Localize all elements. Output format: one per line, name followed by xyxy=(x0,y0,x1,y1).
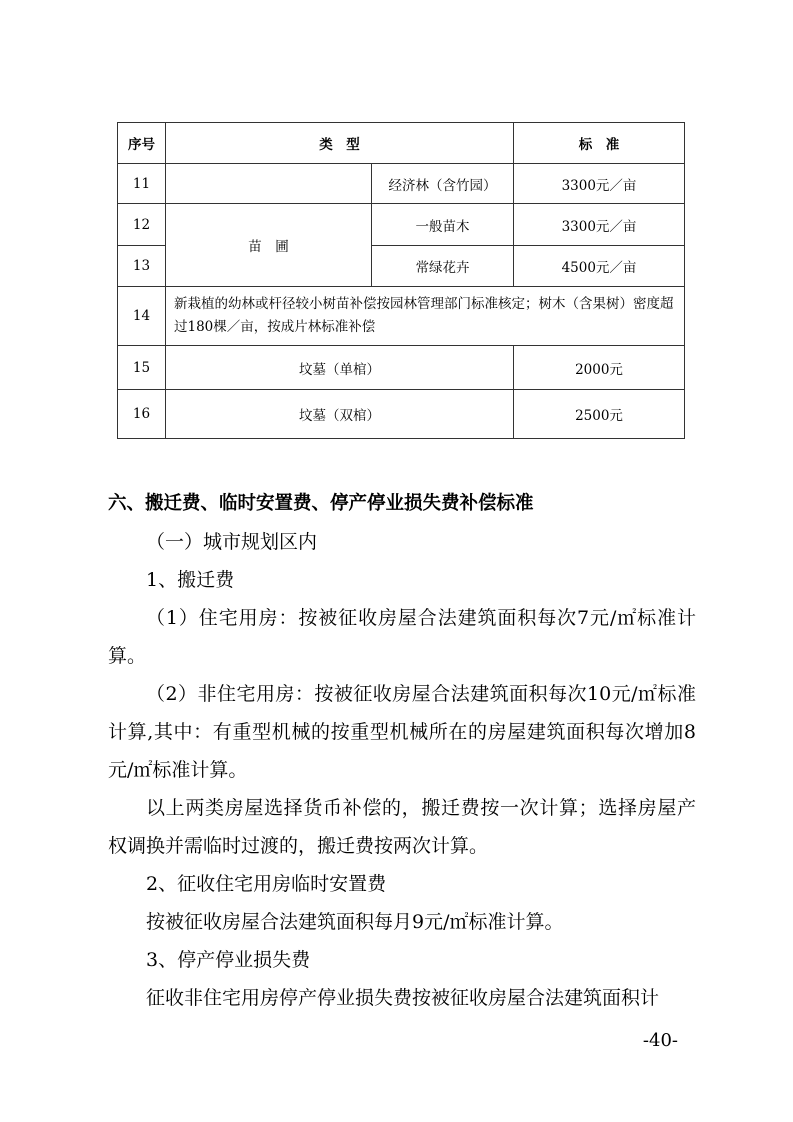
row-standard: 3300元／亩 xyxy=(514,164,685,204)
paragraph-non-residential: （2）非住宅用房：按被征收房屋合法建筑面积每次10元/㎡标准计算,其中：有重型机械的按重型机械所在的房屋建筑面积每次增加8元/㎡标准计算。 xyxy=(108,683,696,781)
row-standard: 2500元 xyxy=(514,390,685,439)
table-row xyxy=(118,390,685,439)
table-row xyxy=(118,346,685,390)
section-heading: 六、搬迁费、临时安置费、停产停业损失费补偿标准 xyxy=(108,493,534,514)
header-serial: 序号 xyxy=(118,123,166,164)
table-row xyxy=(118,204,685,246)
paragraph-calculation-note: 以上两类房屋选择货币补偿的，搬迁费按一次计算；选择房屋产权调换并需临时过渡的，搬迁费按两次计算。 xyxy=(108,797,696,857)
header-type: 类 型 xyxy=(166,123,514,164)
row-serial: 13 xyxy=(118,246,166,287)
row-serial: 14 xyxy=(118,287,166,346)
row-subtype: 一般苗木 xyxy=(372,204,514,246)
row-serial: 12 xyxy=(118,204,166,246)
row-category-empty xyxy=(166,164,372,204)
table-row xyxy=(118,164,685,204)
row-type: 坟墓（双棺） xyxy=(166,390,514,439)
page-number: -40- xyxy=(642,1030,678,1051)
table-row xyxy=(118,287,685,346)
paragraph-loss: 征收非住宅用房停产停业损失费按被征收房屋合法建筑面积计 xyxy=(146,987,660,1009)
row-category: 苗 圃 xyxy=(166,204,372,287)
item-title-loss: 3、停产停业损失费 xyxy=(146,949,311,971)
row-standard: 4500元／亩 xyxy=(514,246,685,287)
paragraph-temporary: 按被征收房屋合法建筑面积每月9元/㎡标准计算。 xyxy=(146,911,564,933)
row-serial: 15 xyxy=(118,346,166,390)
item-title-relocation: 1、搬迁费 xyxy=(146,569,235,591)
row-note: 新栽植的幼林或杆径较小树苗补偿按园林管理部门标准核定；树木（含果树）密度超过180棵／亩，按成片林标准补偿 xyxy=(166,287,685,346)
row-serial: 11 xyxy=(118,164,166,204)
table-header-row xyxy=(118,123,685,164)
subsection-title: （一）城市规划区内 xyxy=(146,531,318,553)
header-standard: 标 准 xyxy=(514,123,685,164)
row-subtype: 常绿花卉 xyxy=(372,246,514,287)
row-subtype: 经济林（含竹园） xyxy=(372,164,514,204)
paragraph-residential: （1）住宅用房：按被征收房屋合法建筑面积每次7元/㎡标准计算。 xyxy=(108,607,696,667)
compensation-table xyxy=(117,122,685,439)
section-body xyxy=(108,485,696,1017)
row-standard: 2000元 xyxy=(514,346,685,390)
row-standard: 3300元／亩 xyxy=(514,204,685,246)
row-type: 坟墓（单棺） xyxy=(166,346,514,390)
row-serial: 16 xyxy=(118,390,166,439)
item-title-temporary: 2、征收住宅用房临时安置费 xyxy=(146,873,387,895)
